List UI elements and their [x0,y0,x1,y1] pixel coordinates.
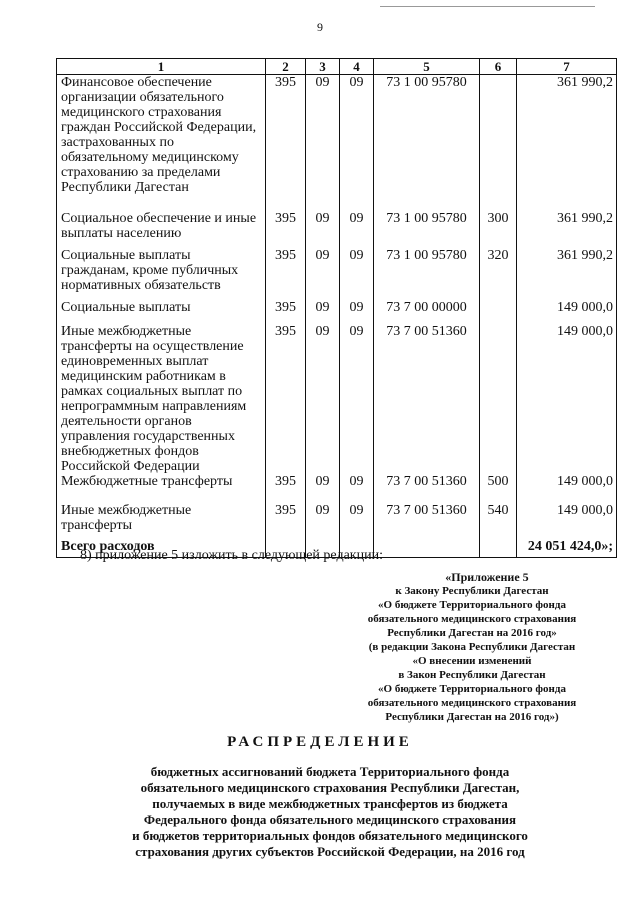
row-subsection: 09 [340,474,374,503]
row-admin-code: 395 [266,211,306,248]
table-row [57,324,617,474]
row-admin-code: 395 [266,324,306,474]
header-col-2: 2 [266,59,306,75]
row-section: 09 [306,211,340,248]
row-name: Социальные выплаты [57,300,266,324]
subtitle-line: бюджетных ассигнований бюджета Территориального фонда [150,764,510,779]
row-expense-type [480,300,517,324]
row-expense-type: 500 [480,474,517,503]
row-subsection: 09 [340,211,374,248]
row-amount: 149 000,0 [517,503,617,539]
table-row [57,300,617,324]
row-section: 09 [306,75,340,211]
subtitle-line: получаемых в виде межбюджетных трансфертов из бюджета [152,796,508,811]
table-row [57,474,617,503]
row-target-code: 73 7 00 51360 [374,503,480,539]
appendix-line: Республики Дагестан на 2016 год» [387,627,557,639]
row-name: Социальные выплаты гражданам, кроме публичных нормативных обязательств [57,248,266,300]
table-header-row [57,59,617,75]
row-name: Социальное обеспечение и иные выплаты населению [57,211,266,248]
appendix-line: обязательного медицинского страхования [367,613,577,625]
document-subtitle [80,764,580,860]
row-amount: 149 000,0 [517,324,617,474]
subtitle-line: обязательного медицинского страхования Республики Дагестан, [140,780,520,795]
appendix-line: «Приложение 5 [445,570,529,584]
row-expense-type: 540 [480,503,517,539]
top-edge-line [380,6,595,7]
header-col-1: 1 [57,59,266,75]
appendix-caption [322,570,622,724]
row-admin-code: 395 [266,474,306,503]
appendix-line: Республики Дагестан на 2016 год») [385,711,559,723]
row-target-code: 73 7 00 00000 [374,300,480,324]
appendix-line: в Закон Республики Дагестан [398,669,546,681]
row-target-code: 73 7 00 51360 [374,474,480,503]
subtitle-line: страхования других субъектов Российской Федерации, на 2016 год [135,844,525,859]
header-col-5: 5 [374,59,480,75]
row-amount: 149 000,0 [517,474,617,503]
row-subsection: 09 [340,503,374,539]
appendix-line: «О бюджете Территориального фонда [378,599,566,611]
empty-cell [480,539,517,558]
table-row [57,248,617,300]
amendment-paragraph: 8) приложение 5 изложить в следующей редакции: [80,548,383,563]
appendix-line: к Закону Республики Дагестан [395,585,549,597]
row-admin-code: 395 [266,503,306,539]
row-amount: 149 000,0 [517,300,617,324]
row-subsection: 09 [340,248,374,300]
appendix-line: «О бюджете Территориального фонда [378,683,566,695]
page-number: 9 [317,20,323,34]
total-label: Всего расходов [57,539,266,558]
appendix-line: обязательного медицинского страхования [367,697,577,709]
subtitle-line: Федерального фонда обязательного медицинского страхования [143,812,517,827]
header-col-7: 7 [517,59,617,75]
row-admin-code: 395 [266,248,306,300]
empty-cell [374,539,480,558]
row-admin-code: 395 [266,75,306,211]
row-expense-type [480,324,517,474]
row-amount: 361 990,2 [517,75,617,211]
appendix-line: «О внесении изменений [412,655,532,667]
table-row [57,75,617,211]
table-row [57,503,617,539]
row-amount: 361 990,2 [517,211,617,248]
row-name: Иные межбюджетные трансферты [57,503,266,539]
header-col-3: 3 [306,59,340,75]
header-col-6: 6 [480,59,517,75]
row-expense-type [480,75,517,211]
row-amount: 361 990,2 [517,248,617,300]
row-section: 09 [306,503,340,539]
row-name: Иные межбюджетные трансферты на осуществление единовременных выплат медицинским работникам в рамках социальных выплат по непрограммным направлениям деятельности органов управления государственных внебюджетных фондов Российской Федерации [57,324,266,474]
table-row [57,211,617,248]
row-section: 09 [306,324,340,474]
row-expense-type: 300 [480,211,517,248]
row-expense-type: 320 [480,248,517,300]
row-subsection: 09 [340,324,374,474]
total-amount: 24 051 424,0»; [517,539,617,558]
document-heading: РАСПРЕДЕЛЕНИЕ [227,734,413,750]
row-target-code: 73 1 00 95780 [374,75,480,211]
row-target-code: 73 7 00 51360 [374,324,480,474]
row-section: 09 [306,474,340,503]
row-subsection: 09 [340,300,374,324]
subtitle-line: и бюджетов территориальных фондов обязательного медицинского [132,828,528,843]
header-col-4: 4 [340,59,374,75]
row-name: Финансовое обеспечение организации обязательного медицинского страхования граждан Российской Федерации, застрахованных по обязательному медицинскому страхованию за пределами Республики Дагестан [57,75,266,211]
row-section: 09 [306,300,340,324]
appendix-line: (в редакции Закона Республики Дагестан [368,641,576,653]
row-admin-code: 395 [266,300,306,324]
budget-table [56,58,617,558]
row-target-code: 73 1 00 95780 [374,211,480,248]
row-section: 09 [306,248,340,300]
row-target-code: 73 1 00 95780 [374,248,480,300]
row-subsection: 09 [340,75,374,211]
row-name: Межбюджетные трансферты [57,474,266,503]
